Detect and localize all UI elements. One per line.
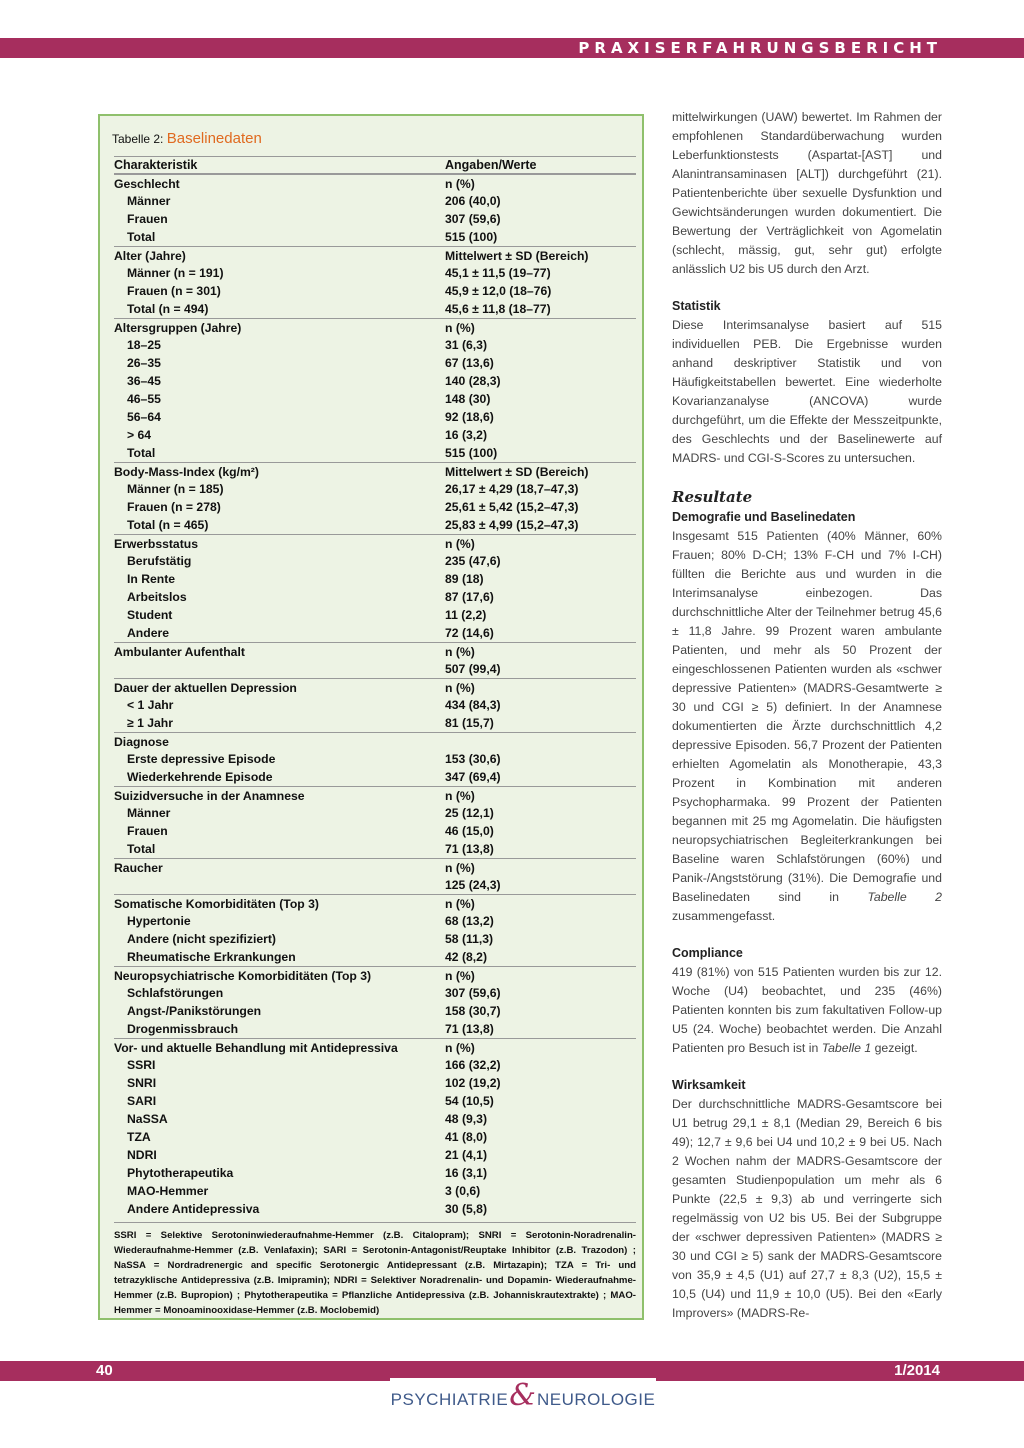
row-label: TZA (127, 1130, 151, 1144)
row-label: MAO-Hemmer (127, 1184, 209, 1198)
table-row (114, 210, 636, 228)
table-caption-prefix: Tabelle 2: (112, 132, 164, 146)
row-value: 434 (84,3) (445, 698, 501, 712)
table-header (114, 156, 636, 174)
row-label: Männer (n = 185) (127, 482, 224, 496)
row-value: n (%) (445, 177, 475, 191)
row-value: 45,1 ± 11,5 (19–77) (445, 266, 551, 280)
table-row (114, 1038, 636, 1057)
table-row (114, 264, 636, 282)
row-value: 507 (99,4) (445, 662, 501, 676)
row-label: Frauen (127, 212, 168, 226)
table-row (114, 1128, 636, 1146)
table-row (114, 300, 636, 318)
table-bottom-rule (114, 1222, 636, 1223)
table-reference: Tabelle 2 (867, 890, 942, 904)
table-caption-title: Baselinedaten (166, 130, 262, 147)
row-label: Total (127, 446, 156, 460)
table-row (114, 1110, 636, 1128)
table-row (114, 750, 636, 768)
table-row (114, 426, 636, 444)
row-label: Männer (n = 191) (127, 266, 224, 280)
table-row (114, 1182, 636, 1200)
table-row (114, 840, 636, 858)
row-value: 206 (40,0) (445, 194, 501, 208)
row-label: SARI (127, 1094, 157, 1108)
row-value: n (%) (445, 861, 475, 875)
table-row (114, 228, 636, 246)
row-value: 92 (18,6) (445, 410, 494, 424)
row-label: Männer (127, 194, 171, 208)
row-label: Geschlecht (114, 177, 180, 191)
table-row (114, 480, 636, 498)
row-label: Diagnose (114, 735, 169, 749)
row-value: 72 (14,6) (445, 626, 494, 640)
table-row (114, 390, 636, 408)
row-label: In Rente (127, 572, 176, 586)
row-value: 42 (8,2) (445, 950, 488, 964)
table-caption (112, 130, 262, 147)
table-row (114, 696, 636, 714)
row-value: 307 (59,6) (445, 986, 501, 1000)
table-row (114, 1020, 636, 1038)
table-row (114, 858, 636, 877)
row-label: Total (127, 842, 156, 856)
row-value: 153 (30,6) (445, 752, 501, 766)
row-label: Frauen (127, 824, 168, 838)
row-value: 148 (30) (445, 392, 491, 406)
table-row (114, 174, 636, 193)
row-value: 26,17 ± 4,29 (18,7–47,3) (445, 482, 579, 496)
row-label: 18–25 (127, 338, 161, 352)
table-row (114, 714, 636, 732)
row-value: n (%) (445, 789, 475, 803)
row-label: Arbeitslos (127, 590, 187, 604)
row-value: 45,9 ± 12,0 (18–76) (445, 284, 552, 298)
row-value: 87 (17,6) (445, 590, 494, 604)
table-row (114, 1164, 636, 1182)
row-value: n (%) (445, 321, 475, 335)
row-label: Total (n = 494) (127, 302, 209, 316)
issue-number: 1/2014 (894, 1362, 940, 1379)
row-label: Somatische Komorbiditäten (Top 3) (114, 897, 319, 911)
row-value: 140 (28,3) (445, 374, 501, 388)
row-label: Total (127, 230, 156, 244)
row-value: 11 (2,2) (445, 608, 487, 622)
row-label: Frauen (n = 278) (127, 500, 221, 514)
row-value: 67 (13,6) (445, 356, 494, 370)
table-row (114, 516, 636, 534)
table-row (114, 624, 636, 642)
row-value: n (%) (445, 1041, 475, 1055)
row-label: Andere (nicht spezifiziert) (127, 932, 276, 946)
row-label: 36–45 (127, 374, 161, 388)
row-label: Body-Mass-Index (kg/m²) (114, 465, 259, 479)
row-label: SNRI (127, 1076, 157, 1090)
table-row (114, 930, 636, 948)
table-row (114, 444, 636, 462)
page-number: 40 (96, 1362, 113, 1379)
heading-compliance: Compliance (672, 946, 743, 960)
table-row (114, 534, 636, 553)
row-value: 46 (15,0) (445, 824, 494, 838)
row-value: 58 (11,3) (445, 932, 494, 946)
row-label: Andere Antidepressiva (127, 1202, 260, 1216)
table-row (114, 552, 636, 570)
table-row (114, 948, 636, 966)
table-row (114, 1002, 636, 1020)
row-label: 46–55 (127, 392, 161, 406)
row-value: 48 (9,3) (445, 1112, 488, 1126)
row-label: Erste depressive Episode (127, 752, 276, 766)
heading-resultate: Resultate (672, 488, 753, 506)
row-value: 81 (15,7) (445, 716, 494, 730)
row-value: 41 (8,0) (445, 1130, 488, 1144)
row-value: n (%) (445, 537, 475, 551)
row-label: Raucher (114, 861, 163, 875)
row-label: Dauer der aktuellen Depression (114, 681, 297, 695)
row-value: 54 (10,5) (445, 1094, 494, 1108)
row-value: 68 (13,2) (445, 914, 494, 928)
row-value: 3 (0,6) (445, 1184, 481, 1198)
row-label: NDRI (127, 1148, 157, 1162)
row-value: 25,61 ± 5,42 (15,2–47,3) (445, 500, 579, 514)
row-label: Erwerbsstatus (114, 537, 198, 551)
row-label: Wiederkehrende Episode (127, 770, 273, 784)
row-label: Phytotherapeutika (127, 1166, 234, 1180)
row-value: 307 (59,6) (445, 212, 501, 226)
row-value: 515 (100) (445, 230, 498, 244)
paragraph-compliance: 419 (81%) von 515 Patienten wurden bis zur 12. Woche (U4) beobachtet, und 235 (46%) Patienten konnten bis zum fakultativen Follow-up U5 (24. Woche) beobachtet werden. Die Anzahl Patienten pro Besuch ist in Tabelle 1 gezeigt. (672, 965, 942, 1055)
section-title: PRAXISERFAHRUNGSBERICHT (578, 39, 942, 57)
row-label: Drogenmissbrauch (127, 1022, 239, 1036)
paragraph-intro: mittelwirkungen (UAW) bewertet. Im Rahmen der empfohlenen Standardüberwachung wurden Leberfunktionstests (Aspartat-[AST] und Alanintransaminasen [ALT]) durchgeführt (21). Patientenberichte über sexuelle Dysfunktion und Gewichtsänderungen wurden dokumentiert. Die Bewertung der Verträglichkeit von Agomelatin (schlecht, mässig, gut, sehr gut) erfolgte anlässlich U2 bis U5 durch den Arzt. (672, 110, 942, 276)
text-column (672, 108, 942, 1323)
row-label: Suizidversuche in der Anamnese (114, 789, 305, 803)
row-label: SSRI (127, 1058, 156, 1072)
table-row (114, 282, 636, 300)
row-label: Neuropsychiatrische Komorbiditäten (Top 3) (114, 969, 372, 983)
row-value: 45,6 ± 11,8 (18–77) (445, 302, 551, 316)
row-label: Alter (Jahre) (114, 249, 186, 263)
table-row (114, 876, 636, 894)
heading-demografie: Demografie und Baselinedaten (672, 510, 856, 524)
table-row (114, 588, 636, 606)
table-row (114, 372, 636, 390)
table-row (114, 246, 636, 265)
row-label: Rheumatische Erkrankungen (127, 950, 296, 964)
row-value: n (%) (445, 681, 475, 695)
table-row (114, 1200, 636, 1218)
table-row (114, 1056, 636, 1074)
table-row (114, 642, 636, 661)
paragraph-wirksamkeit: Der durchschnittliche MADRS-Gesamtscore bei U1 betrug 29,1 ± 8,1 (Median 29, Bereich 6 bis 49); 12,7 ± 9,6 bei U4 und 10,2 ± 9 bei U5. Nach 2 Wochen nahm der MADRS-Gesamtscore der gesamten Studienpopulation um mehr als 6 Punkte (22,5 ± 9,3) ab und verringerte sich regelmässig von U2 bis U5. Bei der Subgruppe der «schwer depressiven Patienten» (MADRS ≥ 30 und CGI ≥ 5) sank der MADRS-Gesamtscore von 35,9 ± 4,5 (U1) auf 27,7 ± 8,3 (U2), 15,5 ± 10,5 (U4) und 11,9 ± 10,0 (U5). Bei den «Early Improvers» (MADRS-Re- (672, 1097, 942, 1320)
table-row (114, 804, 636, 822)
table-row (114, 786, 636, 805)
table-reference: Tabelle 1 (821, 1041, 872, 1055)
row-label: 56–64 (127, 410, 161, 424)
row-label: Vor- und aktuelle Behandlung mit Antidepressiva (114, 1041, 398, 1055)
table-row (114, 318, 636, 337)
row-value: 71 (13,8) (445, 1022, 494, 1036)
row-label: Frauen (n = 301) (127, 284, 221, 298)
table-footnote: SSRI = Selektive Serotoninwiederaufnahme-Hemmer (z.B. Citalopram); SNRI = Serotonin-Noradrenalin-Wiederaufnahme-Hemmer (z.B. Venlafaxin); SARI = Serotonin-Antagonist/Reuptake Inhibitor (z.B. Trazodon) ; NaSSA = Nordradrenergic and specific Serotonergic Antidepressant (z.B. Mirtazapin); TZA = Tri- und tetrazyklische Antidepressiva (z.B. Imipramin); NDRI = Selektiver Noradrenalin- und Dopamin- Wiederaufnahme-Hemmer (z.B. Bupropion) ; Phytotherapeutika = Pflanzliche Antidepressiva (z.B. Johanniskrautextrakte) ; MAO-Hemmer = Monoaminooxidase-Hemmer (z.B. Moclobemid) (114, 1230, 636, 1316)
row-value: 16 (3,2) (445, 428, 488, 442)
row-label: 26–35 (127, 356, 161, 370)
row-label: ≥ 1 Jahr (127, 716, 173, 730)
row-label: Männer (127, 806, 171, 820)
row-value: 16 (3,1) (445, 1166, 488, 1180)
table-row (114, 912, 636, 930)
paragraph-demografie: Insgesamt 515 Patienten (40% Männer, 60% Frauen; 80% D-CH; 13% F-CH und 7% I-CH) füllten die Berichte aus und wurden in die Interimsanalyse einbezogen. Das durchschnittliche Alter der Teilnehmer betrug 45,6 ± 11,8 Jahre. 99 Prozent waren ambulante Patienten, und mehr als 50 Prozent der eingeschlossenen Patienten wurden als «schwer depressive Patienten» (MADRS-Gesamtwerte ≥ 30 und CGI ≥ 5) definiert. In der Anamnese dokumentierten die Ärzte durchschnittlich 4,2 depressive Episoden. 56,7 Prozent der Patienten erhielten Agomelatin als Monotherapie, 43,3 Prozent in Kombination mit anderen Psychopharmaka. 99 Prozent der Patienten begannen mit 25 mg Agomelatin. Die häufigsten neuropsychiatrischen Begleiterkrankungen bei Baseline waren Schlafstörungen (60%) und Panik-/Angststörung (31%). Die Demografie und Baselinedaten sind in Tabelle 2 zusammengefasst. (672, 529, 942, 923)
row-value: 158 (30,7) (445, 1004, 501, 1018)
row-label: > 64 (127, 428, 152, 442)
row-value: 31 (6,3) (445, 338, 488, 352)
table-row (114, 894, 636, 913)
row-label: Angst-/Panikstörungen (127, 1004, 262, 1018)
row-label: Altersgruppen (Jahre) (114, 321, 242, 335)
row-value: Mittelwert ± SD (Bereich) (445, 249, 589, 263)
table-row (114, 1146, 636, 1164)
row-value: 515 (100) (445, 446, 498, 460)
table-row (114, 984, 636, 1002)
row-value: 166 (32,2) (445, 1058, 501, 1072)
row-label: Schlafstörungen (127, 986, 224, 1000)
row-value: n (%) (445, 969, 475, 983)
row-value: n (%) (445, 897, 475, 911)
row-value: 30 (5,8) (445, 1202, 488, 1216)
table-row (114, 1092, 636, 1110)
row-label: Andere (127, 626, 169, 640)
row-value: 89 (18) (445, 572, 484, 586)
section-header-bar (0, 38, 1024, 58)
table-row (114, 462, 636, 481)
table-row (114, 1074, 636, 1092)
table-row (114, 660, 636, 678)
heading-statistik: Statistik (672, 299, 721, 313)
table-row (114, 966, 636, 985)
table-row (114, 354, 636, 372)
table-row (114, 336, 636, 354)
row-value: 347 (69,4) (445, 770, 501, 784)
row-value: 125 (24,3) (445, 878, 501, 892)
table-row (114, 678, 636, 697)
row-label: Total (n = 465) (127, 518, 209, 532)
row-value: 21 (4,1) (445, 1148, 488, 1162)
journal-logo: PSYCHIATRIE&NEUROLOGIE (390, 1378, 656, 1418)
row-label: Berufstätig (127, 554, 192, 568)
row-value: Mittelwert ± SD (Bereich) (445, 465, 589, 479)
row-label: Student (127, 608, 173, 622)
table-row (114, 732, 636, 751)
table-row (114, 498, 636, 516)
row-label: < 1 Jahr (127, 698, 174, 712)
paragraph-statistik: Diese Interimsanalyse basiert auf 515 individuellen PEB. Die Ergebnisse wurden anhand deskriptiver Statistik und von Häufigkeitstabellen bewertet. Eine wiederholte Kovarianzanalyse (ANCOVA) wurde durchgeführt, um die Effekte der Messzeitpunkte, des Geschlechts und der Baselinewerte auf MADRS- und CGI-S-Scores zu untersuchen. (672, 318, 942, 465)
row-value: n (%) (445, 645, 475, 659)
table-header-values: Angaben/Werte (445, 158, 537, 172)
row-value: 235 (47,6) (445, 554, 501, 568)
table-row (114, 570, 636, 588)
row-label: Ambulanter Aufenthalt (114, 645, 245, 659)
table-row (114, 408, 636, 426)
row-value: 25 (12,1) (445, 806, 494, 820)
table-row (114, 606, 636, 624)
row-label: Hypertonie (127, 914, 191, 928)
table-row (114, 192, 636, 210)
table-row (114, 768, 636, 786)
heading-wirksamkeit: Wirksamkeit (672, 1078, 746, 1092)
row-value: 25,83 ± 4,99 (15,2–47,3) (445, 518, 579, 532)
row-label: NaSSA (127, 1112, 168, 1126)
row-value: 102 (19,2) (445, 1076, 501, 1090)
table-header-characteristic: Charakteristik (114, 158, 198, 172)
table-row (114, 822, 636, 840)
row-value: 71 (13,8) (445, 842, 494, 856)
